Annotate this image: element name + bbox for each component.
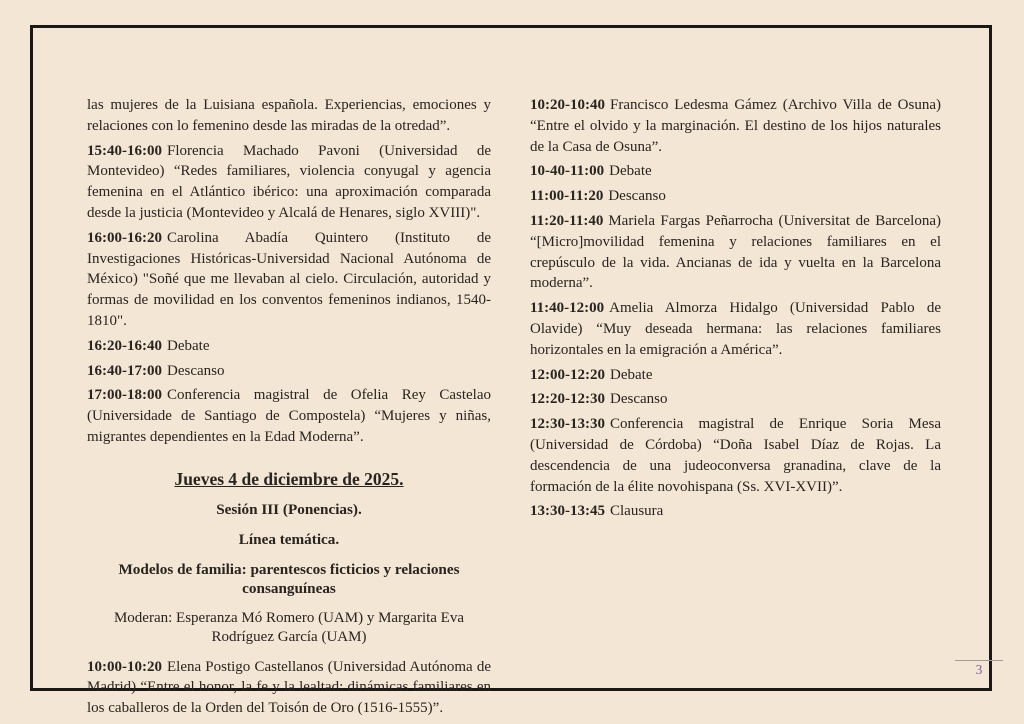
topic-heading: Modelos de familia: parentescos ficticios y relaciones consanguíneas bbox=[118, 560, 460, 597]
program-entry bbox=[530, 501, 941, 522]
entry-text: Descanso bbox=[167, 362, 225, 379]
program-entry bbox=[87, 361, 491, 382]
entry-text: Descanso bbox=[608, 188, 666, 205]
entry-text: Debate bbox=[609, 163, 652, 180]
entry-text: Elena Postigo Castellanos (Universidad Autónoma de Madrid) “Entre el honor, la fe y la lealtad: dinámicas familiares en los caballeros de la Orden del Toisón de Oro (1516-1555)”. bbox=[87, 658, 491, 717]
left-column bbox=[87, 95, 491, 723]
entry-time: 16:40-17:00 bbox=[87, 362, 162, 379]
entry-text: Florencia Machado Pavoni (Universidad de Montevideo) “Redes familiares, violencia conyugal y agencia femenina en el Atlántico ibérico: una aproximación comparada desde la justicia (Montevideo y Alcalá de Henares, siglo XVIII)". bbox=[87, 142, 491, 221]
entry-time: 15:40-16:00 bbox=[87, 142, 162, 159]
entry-text: Debate bbox=[610, 366, 653, 383]
program-entry bbox=[87, 228, 491, 332]
page-number bbox=[955, 660, 1003, 678]
entry-time: 13:30-13:45 bbox=[530, 503, 605, 520]
theme-heading: Línea temática. bbox=[238, 530, 340, 548]
entry-time: 10:00-10:20 bbox=[87, 658, 162, 675]
program-entry bbox=[530, 161, 941, 182]
entry-time: 11:00-11:20 bbox=[530, 188, 604, 205]
entry-time: 12:00-12:20 bbox=[530, 366, 605, 383]
continuation-paragraph: las mujeres de la Luisiana española. Experiencias, emociones y relaciones con lo femenino desde las miradas de la otredad”. bbox=[87, 97, 491, 134]
page-number-value: 3 bbox=[975, 662, 983, 677]
entry-time: 16:00-16:20 bbox=[87, 229, 162, 246]
date-heading: Jueves 4 de diciembre de 2025. bbox=[174, 468, 404, 489]
entry-time: 11:20-11:40 bbox=[530, 212, 604, 229]
entry-text: Mariela Fargas Peñarrocha (Universitat de Barcelona) “[Micro]movilidad femenina y relaciones familiares en el crepúsculo de la vida. Ancianas de ida y vuelta en la Barcelona moderna”. bbox=[530, 212, 941, 292]
entry-time: 11:40-12:00 bbox=[530, 300, 605, 317]
program-entry bbox=[530, 365, 941, 386]
entry-text: Conferencia magistral de Ofelia Rey Castelao (Universidade de Santiago de Compostela) “Mujeres y niñas, migrantes dependientes en la Edad Moderna”. bbox=[87, 387, 491, 445]
program-entry bbox=[87, 141, 491, 224]
program-entry bbox=[530, 95, 941, 157]
entry-text: Debate bbox=[167, 337, 210, 354]
entry-time: 12:20-12:30 bbox=[530, 391, 605, 408]
session-heading: Sesión III (Ponencias). bbox=[216, 500, 362, 518]
entry-time: 16:20-16:40 bbox=[87, 337, 162, 354]
entry-text: Descanso bbox=[610, 391, 668, 408]
entry-time: 12:30-13:30 bbox=[530, 416, 605, 433]
program-entry bbox=[87, 385, 491, 447]
entry-text: Carolina Abadía Quintero (Instituto de Investigaciones Históricas-Universidad Nacional Autónoma de México) "Soñé que me llevaban al cielo. Circulación, autoridad y formas de movilidad en los conventos femeninos indianos, 1540-1810". bbox=[87, 229, 491, 329]
entry-text: Conferencia magistral de Enrique Soria Mesa (Universidad de Córdoba) “Doña Isabel Díaz de Rojas. La descendencia de una judeoconversa granadina, clave de la formación de la élite novohispana (Ss. XVI-XVII)”. bbox=[530, 416, 941, 495]
entry-time: 10:20-10:40 bbox=[530, 97, 605, 113]
entry-time: 10-40-11:00 bbox=[530, 163, 605, 180]
entry-text: Amelia Almorza Hidalgo (Universidad Pablo de Olavide) “Muy deseada hermana: las relaciones familiares horizontales en la emigración a América”. bbox=[530, 300, 941, 358]
program-entry bbox=[87, 336, 491, 357]
right-column bbox=[530, 95, 941, 526]
entry-text: Francisco Ledesma Gámez (Archivo Villa de Osuna) “Entre el olvido y la marginación. El destino de los hijos naturales de la Casa de Osuna”. bbox=[530, 97, 941, 155]
program-entry bbox=[87, 657, 491, 719]
program-entry bbox=[530, 389, 941, 410]
entry-time: 17:00-18:00 bbox=[87, 387, 162, 404]
program-entry bbox=[530, 298, 941, 360]
program-entry bbox=[530, 414, 941, 497]
program-entry bbox=[530, 211, 941, 294]
program-entry bbox=[530, 186, 941, 207]
entry-text: Clausura bbox=[610, 503, 664, 520]
moderators-line: Moderan: Esperanza Mó Romero (UAM) y Margarita Eva Rodríguez García (UAM) bbox=[113, 609, 465, 646]
